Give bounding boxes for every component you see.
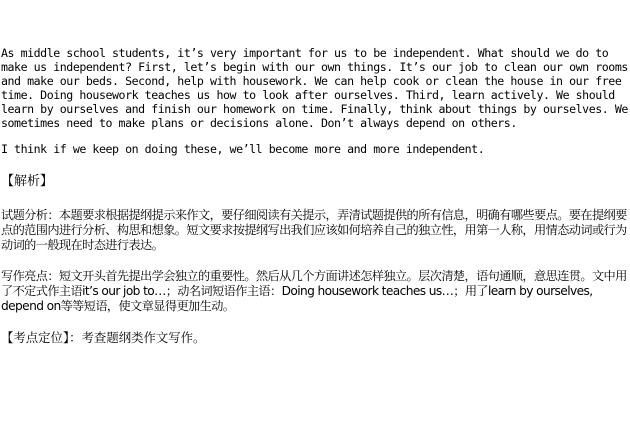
analysis-heading: 【解析】 [1, 174, 54, 189]
analysis-text: 试题分析：本题要求根据提纲提示来作文，要仔细阅读有关提示，弄清试题提供的所有信息，明确有哪些要点。要在提纲要点的范围内进行分析、构思和想象。短文要求按提纲写出我们应该如何培养自己的独立性，用第一人称，用情态动词或行为动词的一般现在时态进行表达。 [1, 208, 627, 252]
essay-conclusion: I think if we keep on doing these, we’ll become more and more independent. [1, 142, 485, 156]
answer-document [1, 46, 629, 346]
writing-highlight-text: 写作亮点：短文开头首先提出学会独立的重要性。然后从几个方面讲述怎样独立。层次清楚，语句通顺，意思连贯。文中用了不定式作主语it’s our job to…；动名词短语作主语：Doing housework teaches us…；用了learn by ourselves, depend on等等短语，使文章显得更加生动。 [1, 269, 627, 313]
key-point-text: 【考点定位】：考查题纲类作文写作。 [1, 330, 206, 345]
essay-body: As middle school students, it’s very important for us to be independent. What should we do to make us independent? First, let’s begin with our own things. It’s our job to clean our own rooms and make our beds. Second, help with housework. We can help cook or clean the house in our free time. Doing housework teaches us how to look after ourselves. Third, learn actively. We should learn by ourselves and finish our homework on time. Finally, think about things by ourselves. We sometimes need to make plans or decisions alone. Don’t always depend on others. [1, 46, 628, 130]
